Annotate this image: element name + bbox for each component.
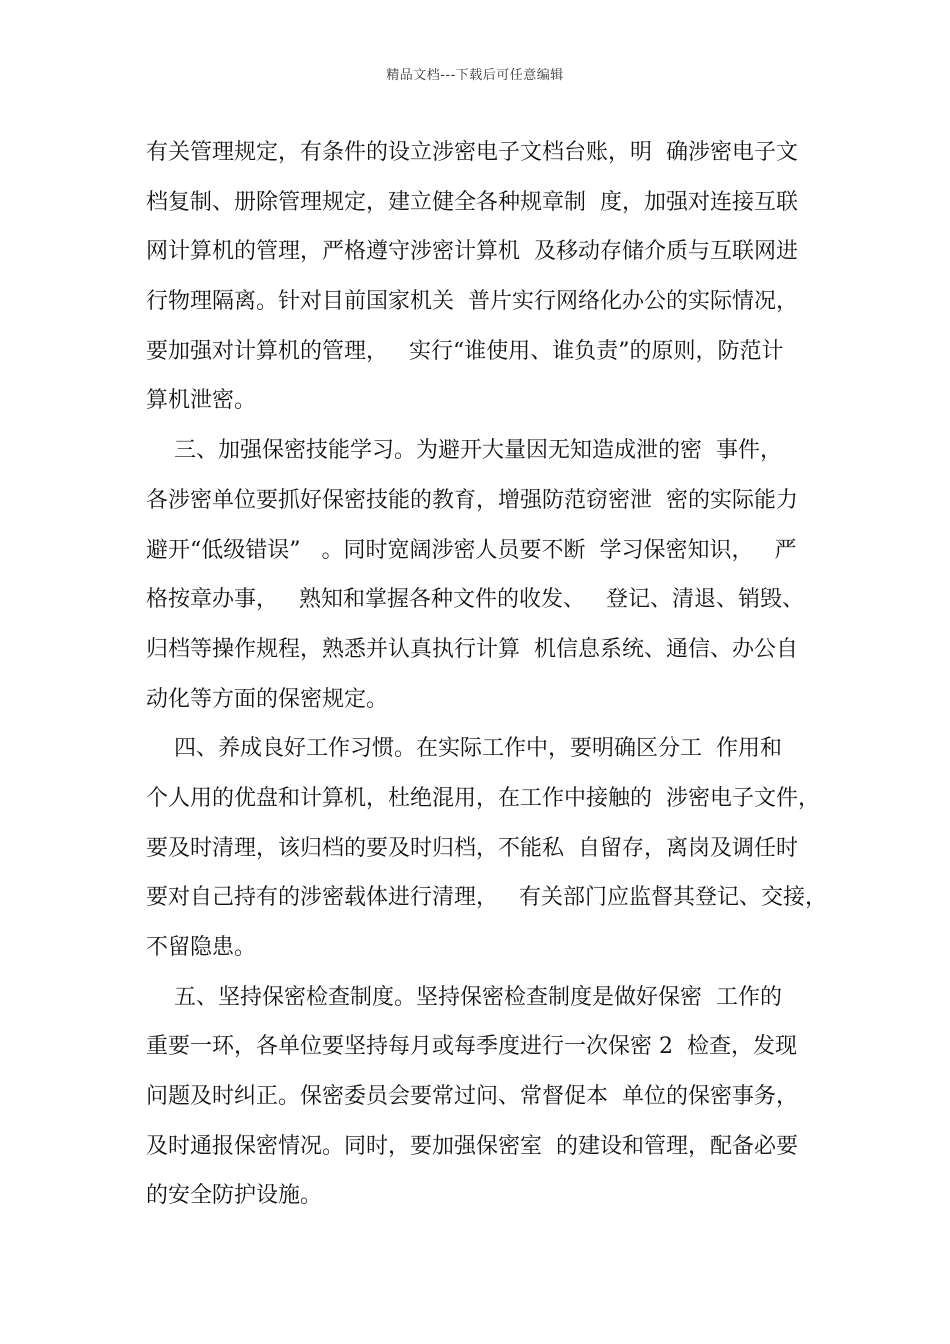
text-line: 格按章办事， 熟知和掌握各种文件的收发、 登记、清退、销毁、 [146,587,804,613]
paragraph-3 [146,724,826,972]
paragraph-4 [146,973,826,1221]
text-line: 算机泄密。 [146,388,257,414]
text-line: 要对自己持有的涉密载体进行清理， 有关部门应监督其登记、交接， [146,885,827,911]
text-line: 不留隐患。 [146,935,257,960]
document-body [146,128,826,1221]
text-line: 要加强对计算机的管理， 实行“谁使用、谁负责”的原则，防范计 [146,338,784,364]
text-line: 及时通报保密情况。同时，要加强保密室 的建设和管理，配备必要 [146,1133,798,1159]
text-line: 档复制、册除管理规定，建立健全各种规章制 度，加强对连接互联 [146,189,798,215]
text-line: 归档等操作规程，熟悉并认真执行计算 机信息系统、通信、办公自 [146,636,798,662]
text-line: 的安全防护设施。 [146,1183,323,1209]
text-line: 有关管理规定，有条件的设立涉密电子文档台账，明 确涉密电子文 [146,140,798,165]
text-line: 要及时清理，该归档的要及时归档，不能私 自留存，离岗及调任时 [146,835,798,861]
text-line: 动化等方面的保密规定。 [146,686,389,712]
paragraph-2 [146,426,826,724]
text-line: 四、养成良好工作习惯。在实际工作中，要明确区分工 作用和 [146,736,782,762]
text-line: 个人用的优盘和计算机，杜绝混用，在工作中接触的 涉密电子文件， [146,785,820,811]
page-header: 精品文档---下载后可任意编辑 [386,68,564,83]
text-line: 网计算机的管理，严格遵守涉密计算机 及移动存储介质与互联网进 [146,239,798,265]
text-line: 各涉密单位要抓好保密技能的教育，增强防范窃密泄 密的实际能力 [146,487,798,513]
text-line: 问题及时纠正。保密委员会要常过问、常督促本 单位的保密事务， [146,1084,798,1110]
text-line: 重要一环，各单位要坚持每月或每季度进行一次保密 2 检查，发现 [146,1034,797,1060]
paragraph-1 [146,128,826,426]
text-line: 行物理隔离。针对目前国家机关 普片实行网络化办公的实际情况， [146,289,798,315]
text-line: 避开“低级错误” 。同时宽阔涉密人员要不断 学习保密知识， 严 [146,537,797,563]
text-line: 五、坚持保密检查制度。坚持保密检查制度是做好保密 工作的 [146,984,782,1010]
text-line: 三、加强保密技能学习。为避开大量因无知造成泄的密 事件， [146,438,782,464]
